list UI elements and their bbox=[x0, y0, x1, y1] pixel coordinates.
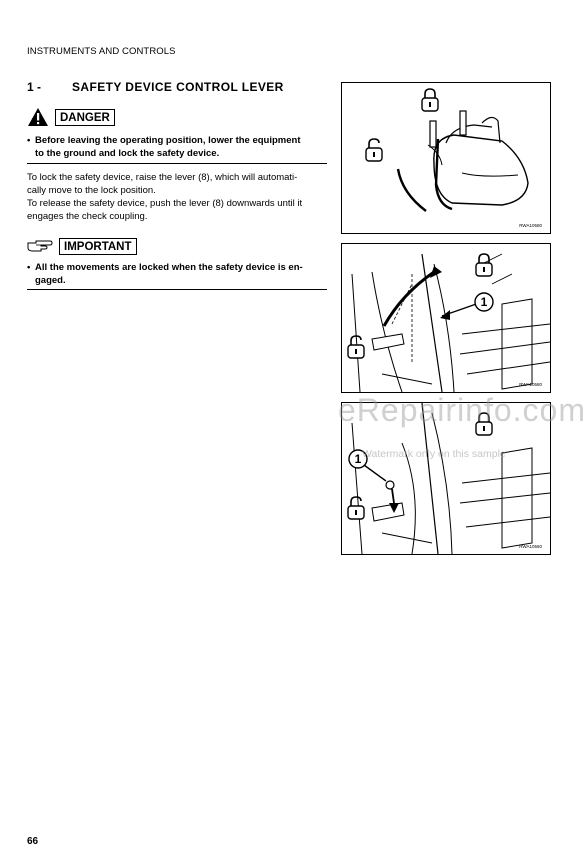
danger-label: DANGER bbox=[55, 109, 115, 126]
figure-code: RWA10580 bbox=[519, 223, 542, 228]
watermark-text: eRepairinfo.com bbox=[338, 392, 586, 428]
figure-lever-overview bbox=[341, 82, 551, 234]
danger-line-2: to the ground and lock the safety device. bbox=[35, 148, 220, 159]
important-line-1: All the movements are locked when the safety device is en- bbox=[35, 262, 303, 273]
body-line-2: cally move to the lock position. bbox=[27, 185, 156, 196]
watermark-subtext: Watermark only on this sample bbox=[362, 448, 506, 460]
title-number: 1 - bbox=[27, 80, 42, 94]
body-line-3: To release the safety device, push the lever (8) downwards until it bbox=[27, 198, 303, 209]
figure-code: RWA10560 bbox=[519, 544, 542, 549]
callout-number: 1 bbox=[480, 295, 488, 309]
important-bullet bbox=[27, 261, 327, 287]
body-line-4: engages the check coupling. bbox=[27, 211, 148, 222]
important-label: IMPORTANT bbox=[59, 238, 137, 255]
important-heading bbox=[27, 236, 137, 256]
padlock-open-icon bbox=[348, 497, 364, 519]
lever-illustration bbox=[342, 83, 550, 233]
divider bbox=[27, 289, 327, 290]
figure-lever-raised bbox=[341, 243, 551, 393]
danger-line-1: Before leaving the operating position, lower the equipment bbox=[35, 135, 301, 146]
section-header: INSTRUMENTS AND CONTROLS bbox=[27, 46, 176, 57]
bullet-dot: • bbox=[27, 262, 31, 273]
padlock-open-icon bbox=[366, 139, 382, 161]
danger-bullet bbox=[27, 134, 327, 160]
padlock-closed-icon bbox=[476, 254, 492, 276]
danger-heading bbox=[27, 104, 115, 130]
callout-number: 1 bbox=[354, 452, 362, 466]
padlock-closed-icon bbox=[422, 89, 438, 111]
page-number: 66 bbox=[27, 836, 39, 847]
pointing-hand-icon bbox=[27, 239, 53, 253]
figure-code: RWA10580 bbox=[519, 382, 542, 387]
divider bbox=[27, 163, 327, 164]
lever-raised-illustration bbox=[342, 244, 550, 392]
important-line-2: gaged. bbox=[35, 275, 66, 286]
page-title: SAFETY DEVICE CONTROL LEVER bbox=[72, 80, 284, 94]
warning-triangle-icon bbox=[27, 107, 49, 127]
body-line-1: To lock the safety device, raise the lever (8), which will automati- bbox=[27, 172, 298, 183]
instructions bbox=[27, 171, 327, 223]
bullet-dot: • bbox=[27, 135, 31, 146]
